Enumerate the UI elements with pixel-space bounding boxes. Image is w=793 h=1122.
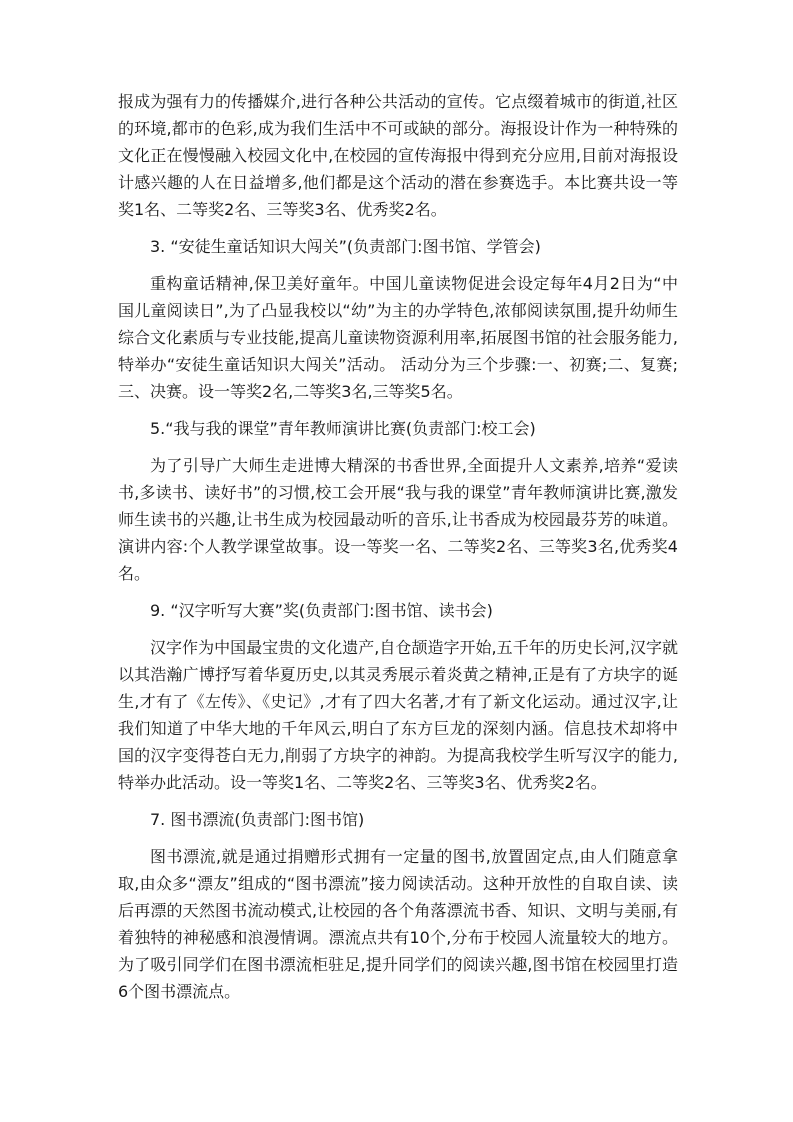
spacer — [118, 833, 678, 843]
document-page — [118, 88, 678, 1005]
section-heading-bookcrossing: 7. 图书漂流(负责部门:图书馆) — [150, 810, 365, 829]
spacer — [118, 624, 678, 634]
spacer — [118, 405, 678, 415]
section-body-dictation: 汉字作为中国最宝贵的文化遗产,自仓颉造字开始,五千年的历史长河,汉字就以其浩瀚广博抒写着华夏历史,以其灵秀展示着炎黄之精神,正是有了方块字的诞生,才有了《左传》、《史记》,才有了四大名著,才有了新文化运动。通过汉字,让我们知道了中华大地的千年风云,明白了东方巨龙的深刻内涵。信息技术却将中国的汉字变得苍白无力,削弱了方块字的神韵。为提高我校学生听写汉字的能力,特举办此活动。设一等奖1名、二等奖2名、三等奖3名、优秀奖2名。 — [118, 638, 678, 792]
spacer — [118, 796, 678, 806]
intro-paragraph: 报成为强有力的传播媒介,进行各种公共活动的宣传。它点缀着城市的街道,社区的环境,都市的色彩,成为我们生活中不可或缺的部分。海报设计作为一种特殊的文化正在慢慢融入校园文化中,在校园的宣传海报中得到充分应用,目前对海报设计感兴趣的人在日益增多,他们都是这个活动的潜在参赛选手。本比赛共设一等奖1名、二等奖2名、三等奖3名、优秀奖2名。 — [118, 92, 678, 219]
spacer — [118, 223, 678, 233]
spacer — [118, 587, 678, 597]
section-body-andersen: 重构童话精神,保卫美好童年。中国儿童读物促进会设定每年4月2日为“中国儿童阅读日”,为了凸显我校以“幼”为主的办学特色,浓郁阅读氛围,提升幼师生综合文化素质与专业技能,提高儿童读物资源利用率,拓展图书馆的社会服务能力,特举办“安徒生童话知识大闯关”活动。 活动分为三个步骤:一、初赛;二、复赛;三、决赛。设一等奖2名,二等奖3名,三等奖5名。 — [118, 274, 678, 401]
section-body-speech: 为了引导广大师生走进博大精深的书香世界,全面提升人文素养,培养“爱读书,多读书、读好书”的习惯,校工会开展“我与我的课堂”青年教师演讲比赛,激发师生读书的兴趣,让书生成为校园最动听的音乐,让书香成为校园最芬芳的味道。演讲内容:个人教学课堂故事。设一等奖一名、二等奖2名、三等奖3名,优秀奖4名。 — [118, 456, 678, 583]
section-heading-speech: 5.“我与我的课堂”青年教师演讲比赛(负责部门:校工会) — [150, 419, 536, 438]
section-heading-dictation: 9. “汉字听写大赛”奖(负责部门:图书馆、读书会) — [150, 601, 493, 620]
spacer — [118, 442, 678, 452]
spacer — [118, 260, 678, 270]
section-body-bookcrossing: 图书漂流,就是通过捐赠形式拥有一定量的图书,放置固定点,由人们随意拿取,由众多“漂友”组成的“图书漂流”接力阅读活动。这种开放性的自取自读、读后再漂的天然图书流动模式,让校园的各个角落漂流书香、知识、文明与美丽,有着独特的神秘感和浪漫情调。漂流点共有10个,分布于校园人流量较大的地方。为了吸引同学们在图书漂流柜驻足,提升同学们的阅读兴趣,图书馆在校园里打造6个图书漂流点。 — [118, 847, 678, 1001]
section-heading-andersen: 3. “安徒生童话知识大闯关”(负责部门:图书馆、学管会) — [150, 237, 541, 256]
